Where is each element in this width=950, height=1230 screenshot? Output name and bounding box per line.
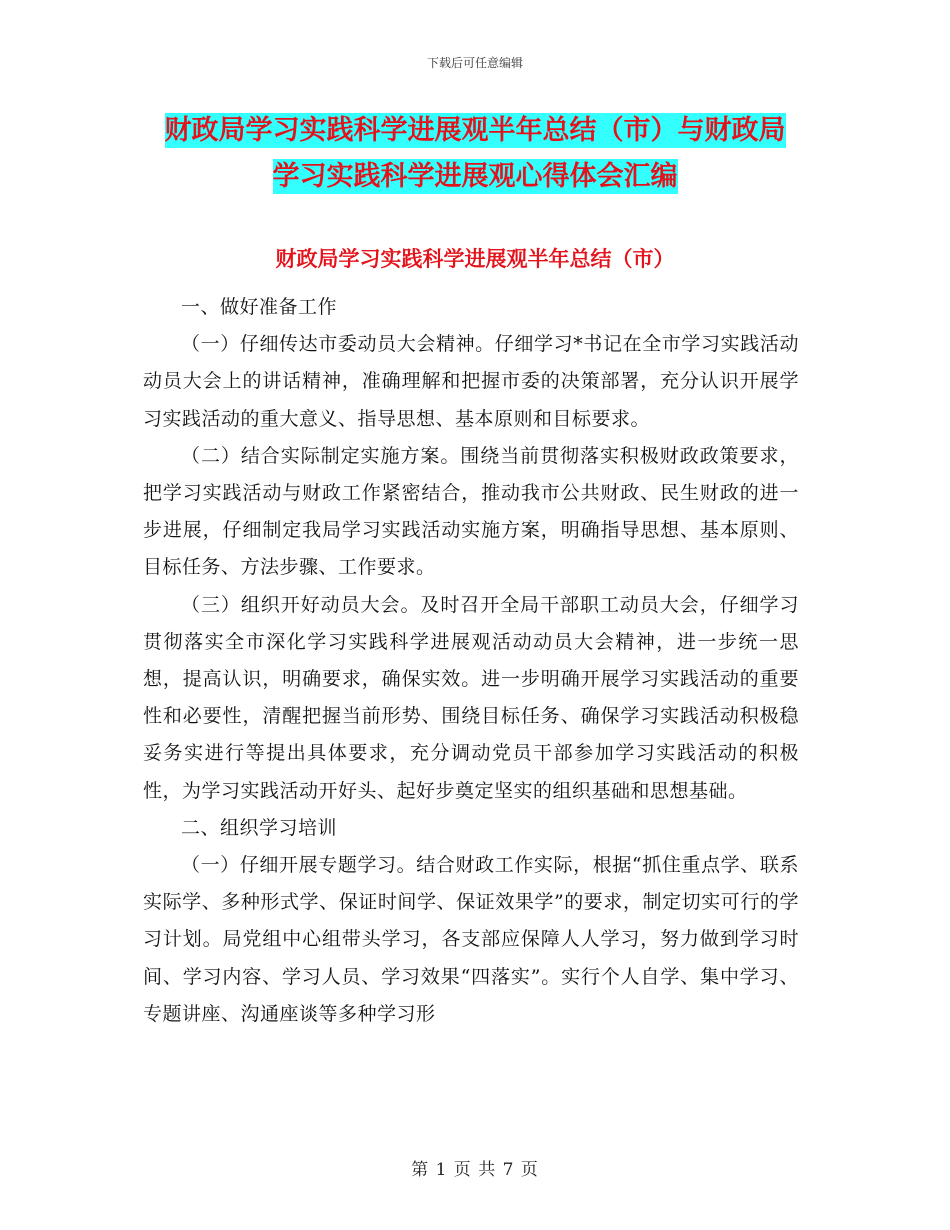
heading-preparation: 一、做好准备工作	[181, 296, 338, 318]
document-title	[0, 108, 950, 200]
header-note: 下载后可任意编辑	[426, 56, 523, 70]
section-title: 财政局学习实践科学进展观半年总结（市）	[275, 247, 675, 271]
page-footer: 第 1 页 共 7 页	[411, 1160, 539, 1180]
paragraph: （二）结合实际制定实施方案。围绕当前贯彻落实积极财政政策要求，把学习实践活动与财政工作紧密结合，推动我市公共财政、民生财政的进一步进展，仔细制定我局学习实践活动实施方案，明确指导思想、基本原则、目标任务、方法步骤、工作要求。	[143, 444, 799, 579]
heading-training: 二、组织学习培训	[181, 816, 338, 839]
title-line-1: 财政局学习实践科学进展观半年总结（市）与财政局	[164, 115, 786, 146]
title-line-2: 学习实践科学进展观心得体会汇编	[272, 161, 678, 192]
paragraph: （三）组织开好动员大会。及时召开全局干部职工动员大会，仔细学习贯彻落实全市深化学习实践科学进展观活动动员大会精神，进一步统一思想，提高认识，明确要求，确保实效。进一步明确开展学习实践活动的重要性和必要性，清醒把握当前形势、围绕目标任务、确保学习实践活动积极稳妥务实进行等提出具体要求，充分调动党员干部参加学习实践活动的积极性，为学习实践活动开好头、起好步奠定坚实的组织基础和思想基础。	[143, 593, 799, 802]
paragraph: （一）仔细开展专题学习。结合财政工作实际，根据“抓住重点学、联系实际学、多种形式学、保证时间学、保证效果学”的要求，制定切实可行的学习计划。局党组中心组带头学习，各支部应保障人人学习，努力做到学习时间、学习内容、学习人员、学习效果“四落实”。实行个人自学、集中学习、专题讲座、沟通座谈等多种学习形	[143, 854, 799, 1025]
paragraph: （一）仔细传达市委动员大会精神。仔细学习*书记在全市学习实践活动动员大会上的讲话精神，准确理解和把握市委的决策部署，充分认识开展学习实践活动的重大意义、指导思想、基本原则和目标要求。	[143, 333, 799, 430]
document-body	[143, 289, 799, 1033]
